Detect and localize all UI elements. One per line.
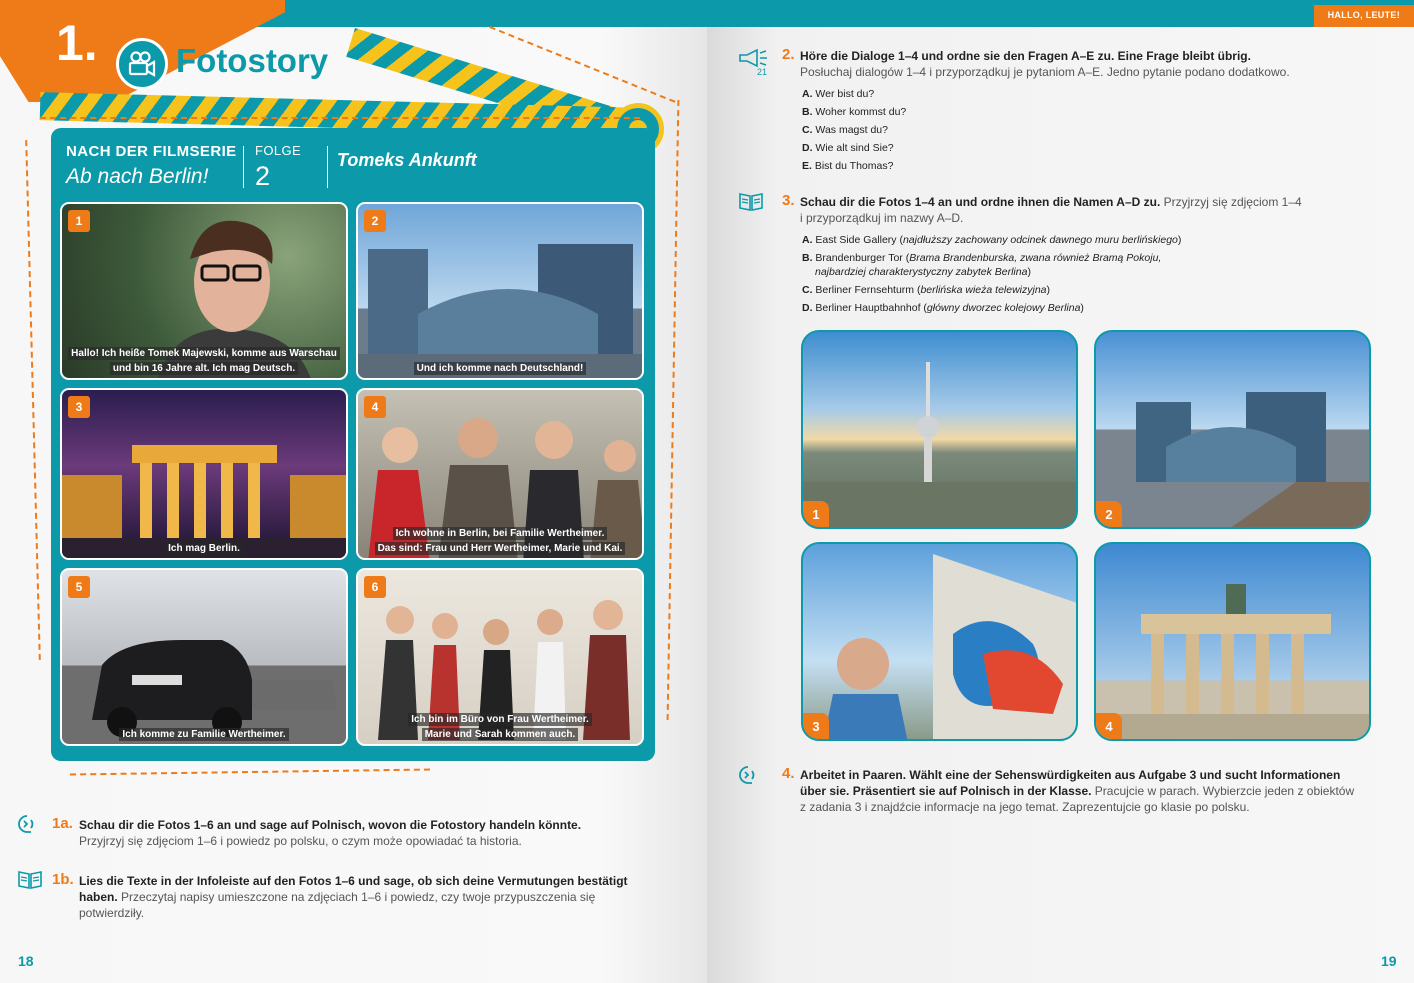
gate-night-illustration [62,390,348,560]
caption-line: Ich mag Berlin. [165,542,243,555]
instruction-text: Schau dir die Fotos 1–6 an und sage auf Polnisch, wovon die Fotostory handeln könnte. [79,818,582,832]
photo-number-badge: 1 [803,501,829,527]
option-letter: B. [802,252,813,264]
sight-photo-3 [801,542,1078,741]
top-band [707,0,1414,27]
option [802,142,894,154]
caption-line: Ich wohne in Berlin, bei Familie Wertheimer. [393,527,608,540]
option-end: ) [1177,234,1182,246]
option-note: główny dworzec kolejowy Berlina [926,302,1081,314]
chapter-title: Fotostory [176,42,329,79]
dashed-frame-bottom [70,768,430,775]
instruction-pl: Pracujcie w parach. Wybierzcie jeden z obiektów [1094,784,1355,798]
page-number-left: 18 [18,953,34,969]
option-note: berlińska wieża telewizyjna [920,284,1047,296]
photo-3 [60,388,348,560]
task-instruction-de [800,48,1251,64]
caption-line: Und ich komme nach Deutschland! [414,362,587,375]
task-instruction-de [79,873,628,889]
option [802,252,1161,264]
option [802,302,1084,314]
task-instruction-mixed [800,194,1302,210]
task-instruction-de [800,767,1340,783]
photo-number-badge: 3 [68,396,90,418]
wall-graffiti-illustration [803,544,1078,741]
photo-caption [358,526,642,556]
task-instruction-pl: Posłuchaj dialogów 1–4 i przyporządkuj je pytaniom A–E. Jedno pytanie podano dodatkowo. [800,65,1290,79]
sight-photo-1 [801,330,1078,529]
option-end: ) [1046,284,1051,296]
option-letter: C. [802,124,813,136]
task-number: 4. [782,765,795,782]
top-band [240,0,707,27]
photo-number-badge: 1 [68,210,90,232]
option [802,124,888,136]
caption-line: Das sind: Frau und Herr Wertheimer, Marie und Kai. [375,542,626,555]
speaking-icon [738,765,762,785]
option-letter: D. [802,302,813,314]
caption-line: Marie und Sarah kommen auch. [422,728,579,741]
reading-book-icon [738,191,764,211]
speaking-icon [17,814,41,834]
task-instruction-pl: potwierdziły. [79,906,145,920]
option-end: ) [1027,266,1031,278]
option-letter: C. [802,284,813,296]
photo-number-badge: 4 [364,396,386,418]
photo-number-badge: 5 [68,576,90,598]
option-name: Berliner Hauptbahnhof ( [815,302,927,314]
option-letter: D. [802,142,813,154]
task-instruction-de [79,817,581,833]
option [802,284,1050,296]
photo-caption [62,346,346,376]
task-instruction-pl: i przyporządkuj im nazwy A–D. [800,211,964,225]
option-end: ) [1080,302,1084,314]
photo-number-badge: 3 [803,713,829,739]
option-letter: B. [802,106,813,118]
instruction-pl: Przeczytaj napisy umieszczone na zdjęciach 1–6 i powiedz, czy twoje przypuszczenia się [121,890,596,904]
photo-number-badge: 4 [1096,713,1122,739]
instruction-text: Lies die Texte in der Infoleiste auf den Fotos 1–6 und sage, ob sich deine Vermutungen bestätigt [79,874,628,888]
option [802,106,906,118]
caption-line: Ich komme zu Familie Wertheimer. [119,728,288,741]
option-letter: A. [802,88,813,100]
photo-1 [60,202,348,380]
folge-number: 2 [255,161,271,191]
photo-2 [356,202,644,380]
option-continuation [815,266,1031,278]
divider [327,146,328,188]
photo-caption [62,541,346,556]
divider [243,146,244,188]
photo-number-badge: 6 [364,576,386,598]
option-name: East Side Gallery ( [815,234,903,246]
episode-title: Tomeks Ankunft [337,150,477,170]
photo-caption [358,712,642,742]
instruction-text: über sie. Präsentiert sie auf Polnisch in der Klasse. [800,784,1092,798]
instruction-text: Höre die Dialoge 1–4 und ordne sie den Fragen A–E zu. Eine Frage bleibt übrig. [800,49,1251,63]
task-instruction-mixed [800,783,1354,799]
photo-caption [358,361,642,376]
task-number: 1b. [52,871,74,888]
option-name: Brandenburger Tor ( [815,252,910,264]
brandenburg-gate-illustration [1096,544,1371,741]
page-number-right: 19 [1381,953,1397,969]
film-camera-icon [116,38,168,90]
option-text: Wer bist du? [815,88,875,100]
task-number: 3. [782,192,795,209]
instruction-text: Arbeitet in Paaren. Wählt eine der Sehenswürdigkeiten aus Aufgabe 3 und sucht Informationen [800,768,1341,782]
task-instruction-pl: Przyjrzyj się zdjęciom 1–6 i powiedz po polsku, o czym może opowiadać ta historia. [79,834,522,848]
station-illustration [358,204,644,380]
photo-6 [356,568,644,746]
option-text: Woher kommst du? [815,106,907,118]
caption-line: Ich bin im Büro von Frau Wertheimer. [408,713,592,726]
tv-tower-illustration [803,332,1078,529]
series-title: Ab nach Berlin! [66,165,209,188]
option-text: Wie alt sind Sie? [815,142,894,154]
dashed-frame-top [40,117,640,119]
photo-5 [60,568,348,746]
task-instruction-pl: z zadania 3 i znajdźcie informacje na jego temat. Zaprezentujcie go klasie po polsku. [800,800,1250,814]
task-instruction-mixed [79,889,595,905]
instruction-pl: Przyjrzyj się zdjęciom 1–4 [1163,195,1302,209]
photo-number-badge: 2 [1096,501,1122,527]
header-tag: HALLO, LEUTE! [1314,5,1414,27]
photo-4 [356,388,644,560]
photo-number-badge: 2 [364,210,386,232]
sight-photo-4 [1094,542,1371,741]
caption-line: und bin 16 Jahre alt. Ich mag Deutsch. [110,362,298,375]
instruction-text: Schau dir die Fotos 1–4 an und ordne ihnen die Namen A–D zu. [800,195,1161,209]
instruction-text: haben. [79,890,118,904]
option-letter: A. [802,234,813,246]
option-text: Was magst du? [815,124,888,136]
option [802,160,893,172]
caption-line: Hallo! Ich heiße Tomek Majewski, komme aus Warschau [68,347,340,360]
option-text: Bist du Thomas? [814,160,894,172]
task-number: 1a. [52,815,73,832]
option-note: najdłuższy zachowany odcinek dawnego muru berlińskiego [902,234,1178,246]
dashed-frame-right [667,100,680,720]
audio-track-number: 21 [757,67,768,77]
option-note: Brama Brandenburska, zwana również Bramą Pokoju, [909,252,1162,264]
chapter-number: 1. [56,15,98,71]
reading-book-icon [17,869,43,889]
dashed-frame-left [25,140,41,660]
listening-megaphone-icon [737,47,769,69]
option-letter: E. [802,160,812,172]
option [802,88,874,100]
folge-label: FOLGE [255,143,302,158]
task-number: 2. [782,46,795,63]
series-label: NACH DER FILMSERIE [66,143,237,160]
station-illustration [1096,332,1371,529]
photo-caption [62,727,346,742]
sight-photo-2 [1094,330,1371,529]
option [802,234,1181,246]
option-note: najbardziej charakterystyczny zabytek Berlina [815,266,1028,278]
car-illustration [62,570,348,746]
option-name: Berliner Fernsehturm ( [815,284,921,296]
